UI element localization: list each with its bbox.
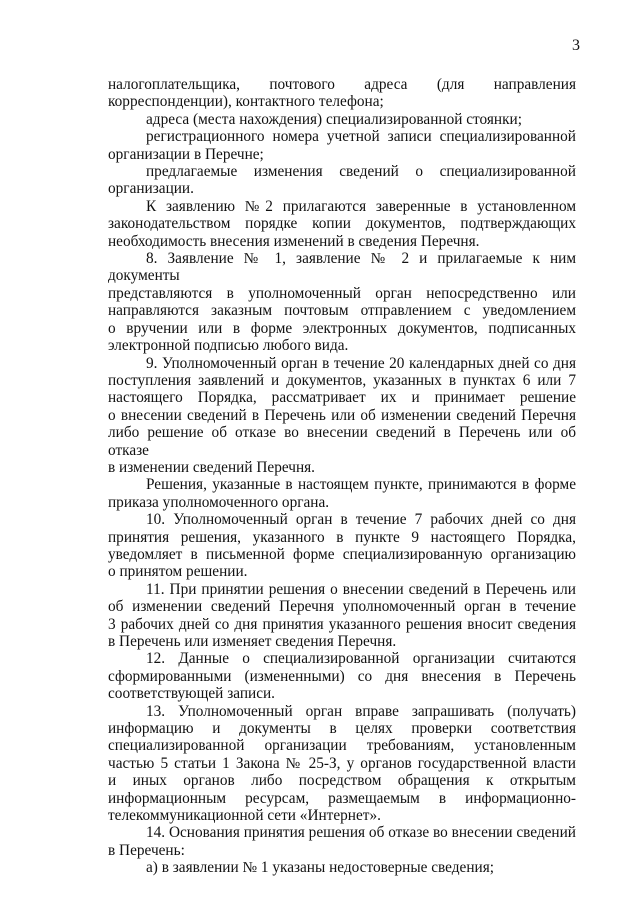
- text-line: информацию и документы в целях проверки соответствия: [108, 720, 576, 738]
- text-line: сформированными (измененными) со дня внесения в Перечень: [108, 667, 576, 685]
- paragraph: [108, 355, 576, 477]
- text-line: 8. Заявление № 1, заявление № 2 и прилагаемые к ним документы: [108, 250, 576, 285]
- text-line: организации в Перечне;: [108, 145, 264, 163]
- text-line: регистрационного номера учетной записи специализированной: [146, 128, 576, 146]
- paragraph: [108, 128, 576, 163]
- text-line: организации.: [108, 180, 194, 198]
- text-line: электронной подписью любого вида.: [108, 337, 349, 355]
- text-line: налогоплательщика, почтового адреса (для направления: [108, 76, 576, 93]
- text-line: о вручении или в форме электронных документов, подписанных: [108, 319, 576, 337]
- page-number: 3: [572, 37, 580, 54]
- text-line: представляются в уполномоченный орган непосредственно или: [108, 284, 576, 302]
- text-line: частью 5 статьи 1 Закона № 25-З, у органов государственной власти: [108, 754, 576, 772]
- text-line: корреспонденции), контактного телефона;: [108, 93, 384, 111]
- text-line: а) в заявлении № 1 указаны недостоверные сведения;: [146, 859, 494, 877]
- text-line: 13. Уполномоченный орган вправе запрашивать (получать): [146, 702, 576, 720]
- text-line: К заявлению №2 прилагаются заверенные в установленном: [146, 197, 576, 215]
- text-line: 14. Основания принятия решения об отказе во внесении сведений: [146, 824, 576, 842]
- text-line: о принятом решении.: [108, 563, 248, 581]
- text-line: адреса (места нахождения) специализированной стоянки;: [146, 110, 522, 128]
- text-line: приказа уполномоченного органа.: [108, 493, 330, 511]
- text-line: специализированной организации требованиям, установленным: [108, 737, 576, 755]
- text-line: 10. Уполномоченный орган в течение 7 рабочих дней со дня: [146, 511, 576, 529]
- text-line: и иных органов либо посредством обращения к открытым: [108, 772, 576, 790]
- text-line: 11. При принятии решения о внесении сведений в Перечень или: [146, 580, 576, 598]
- text-line: Решения, указанные в настоящем пункте, принимаются в форме: [146, 476, 576, 494]
- text-line: уведомляет в письменной форме специализированную организацию: [108, 545, 576, 563]
- text-line: либо решение об отказе во внесении сведений в Перечень или об отказе: [108, 424, 576, 459]
- text-line: 9. Уполномоченный орган в течение 20 календарных дней со дня: [146, 354, 576, 372]
- text-line: в Перечень:: [108, 841, 185, 859]
- text-line: предлагаемые изменения сведений о специализированной: [146, 163, 576, 181]
- document-body: [108, 76, 576, 877]
- text-line: о внесении сведений в Перечень или об изменении сведений Перечня: [108, 406, 576, 424]
- paragraph: [108, 111, 576, 128]
- paragraph: [108, 476, 576, 511]
- paragraph: [108, 511, 576, 581]
- paragraph: [108, 76, 576, 111]
- paragraph: [108, 250, 576, 354]
- text-line: телекоммуникационной сети «Интернет».: [108, 807, 381, 825]
- text-line: настоящего Порядка, рассматривает их и принимает решение: [108, 389, 576, 407]
- text-line: поступления заявлений и документов, указанных в пунктах 6 или 7: [108, 371, 576, 389]
- text-line: 3 рабочих дней со дня принятия указанного решения вносит сведения: [108, 615, 576, 633]
- text-line: принятия решения, указанного в пункте 9 настоящего Порядка,: [108, 528, 576, 546]
- paragraph: [108, 650, 576, 702]
- text-line: информационным ресурсам, размещаемым в информационно-: [108, 789, 576, 807]
- text-line: соответствующей записи.: [108, 685, 275, 703]
- paragraph: [108, 859, 576, 876]
- paragraph: [108, 581, 576, 651]
- paragraph: [108, 198, 576, 250]
- text-line: об изменении сведений Перечня уполномоченный орган в течение: [108, 598, 576, 616]
- text-line: в Перечень или изменяет сведения Перечня.: [108, 633, 397, 650]
- text-line: законодательством порядке копии документов, подтверждающих: [108, 215, 576, 233]
- text-line: 12. Данные о специализированной организации считаются: [146, 650, 576, 668]
- paragraph: [108, 703, 576, 825]
- text-line: направляются заказным почтовым отправлением с уведомлением: [108, 302, 576, 320]
- text-line: в изменении сведений Перечня.: [108, 458, 315, 476]
- text-line: необходимость внесения изменений в сведения Перечня.: [108, 232, 480, 250]
- paragraph: [108, 824, 576, 859]
- paragraph: [108, 163, 576, 198]
